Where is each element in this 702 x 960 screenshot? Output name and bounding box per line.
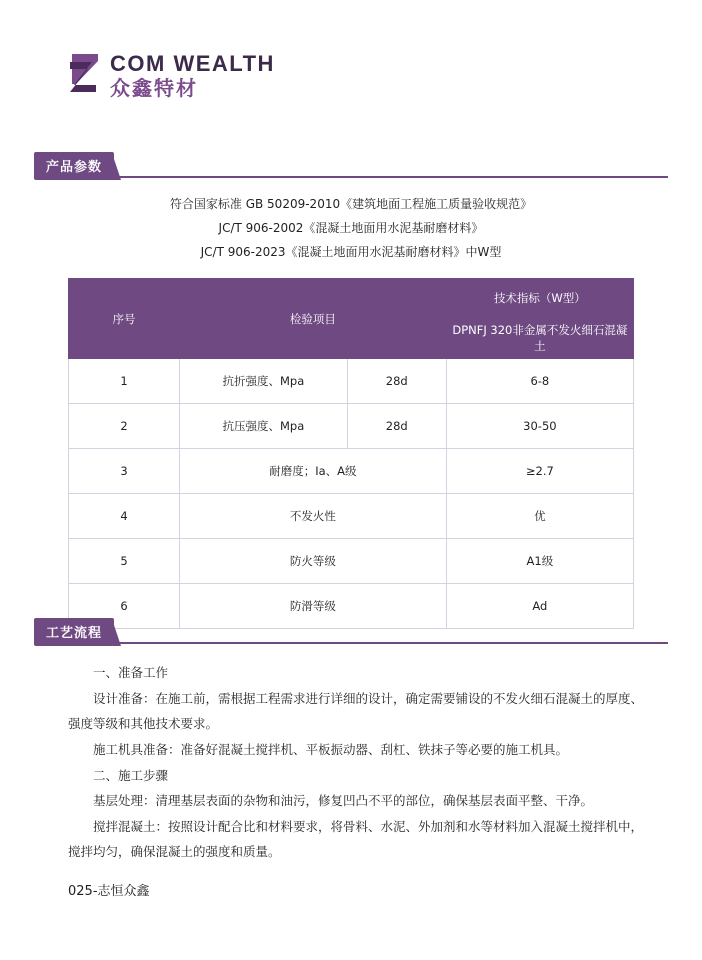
table-row — [69, 359, 634, 404]
process-paragraph: 二、施工步骤 — [93, 767, 169, 783]
cell-value: 30-50 — [446, 404, 633, 449]
section-rule — [34, 642, 668, 644]
section-title-label: 产品参数 — [34, 152, 114, 180]
company-logo — [68, 52, 275, 99]
table-row — [69, 404, 634, 449]
cell-no: 6 — [69, 584, 180, 629]
table-row — [69, 449, 634, 494]
process-paragraph: 基层处理：清理基层表面的杂物和油污，修复凹凸不平的部位，确保基层表面平整、干净。 — [93, 793, 594, 809]
table-header-row — [69, 279, 634, 318]
cell-no: 3 — [69, 449, 180, 494]
cell-value: 6-8 — [446, 359, 633, 404]
cell-value: Ad — [446, 584, 633, 629]
cell-no: 2 — [69, 404, 180, 449]
section-rule — [34, 176, 668, 178]
header-cell-item: 检验项目 — [180, 279, 447, 359]
table-header — [69, 279, 634, 359]
cell-item: 不发火性 — [180, 494, 447, 539]
cell-item: 抗折强度、Mpa — [180, 359, 348, 404]
cell-sub: 28d — [347, 404, 446, 449]
logo-chinese-text: 众鑫特材 — [110, 76, 198, 101]
process-paragraph: 设计准备：在施工前，需根据工程需求进行详细的设计，确定需要铺设的不发火细石混凝土的厚度、强度等级和其他技术要求。 — [68, 690, 644, 732]
standard-line-2: JC/T 906-2002《混凝土地面用水泥基耐磨材料》 — [218, 221, 484, 235]
cell-item: 耐磨度；Ia、A级 — [180, 449, 447, 494]
cell-value: 优 — [446, 494, 633, 539]
product-parameters-table — [68, 278, 634, 629]
standard-line-3: JC/T 906-2023《混凝土地面用水泥基耐磨材料》中W型 — [200, 245, 502, 259]
section-heading-process — [34, 618, 668, 644]
cell-no: 4 — [69, 494, 180, 539]
process-paragraph: 搅拌混凝土：按照设计配合比和材料要求，将骨料、水泥、外加剂和水等材料加入混凝土搅拌机中，搅拌均匀，确保混凝土的强度和质量。 — [68, 818, 644, 860]
cell-item: 防滑等级 — [180, 584, 447, 629]
header-cell-spec-bottom: DPNFJ 320非金属不发火细石混凝土 — [446, 318, 633, 359]
cell-item: 防火等级 — [180, 539, 447, 584]
cell-no: 5 — [69, 539, 180, 584]
page-footer: 025-志恒众鑫 — [68, 884, 150, 899]
section-title-label: 工艺流程 — [34, 618, 114, 646]
header-cell-no: 序号 — [69, 279, 180, 359]
standards-list — [34, 192, 668, 264]
cell-value: ≥2.7 — [446, 449, 633, 494]
cell-sub: 28d — [347, 359, 446, 404]
header-cell-spec-top: 技术指标（W型） — [446, 279, 633, 318]
process-body — [68, 660, 646, 865]
z-monogram-icon — [68, 52, 102, 92]
cell-value: A1级 — [446, 539, 633, 584]
cell-item: 抗压强度、Mpa — [180, 404, 348, 449]
logo-english-text: COM WEALTH — [110, 51, 275, 76]
table-row — [69, 494, 634, 539]
standard-line-1: 符合国家标准 GB 50209-2010《建筑地面工程施工质量验收规范》 — [169, 197, 533, 211]
table-row — [69, 539, 634, 584]
process-paragraph: 施工机具准备：准备好混凝土搅拌机、平板振动器、刮杠、铁抹子等必要的施工机具。 — [93, 741, 569, 757]
process-paragraph: 一、准备工作 — [93, 665, 169, 680]
section-heading-product-params — [34, 152, 668, 178]
cell-no: 1 — [69, 359, 180, 404]
table-body — [69, 359, 634, 629]
